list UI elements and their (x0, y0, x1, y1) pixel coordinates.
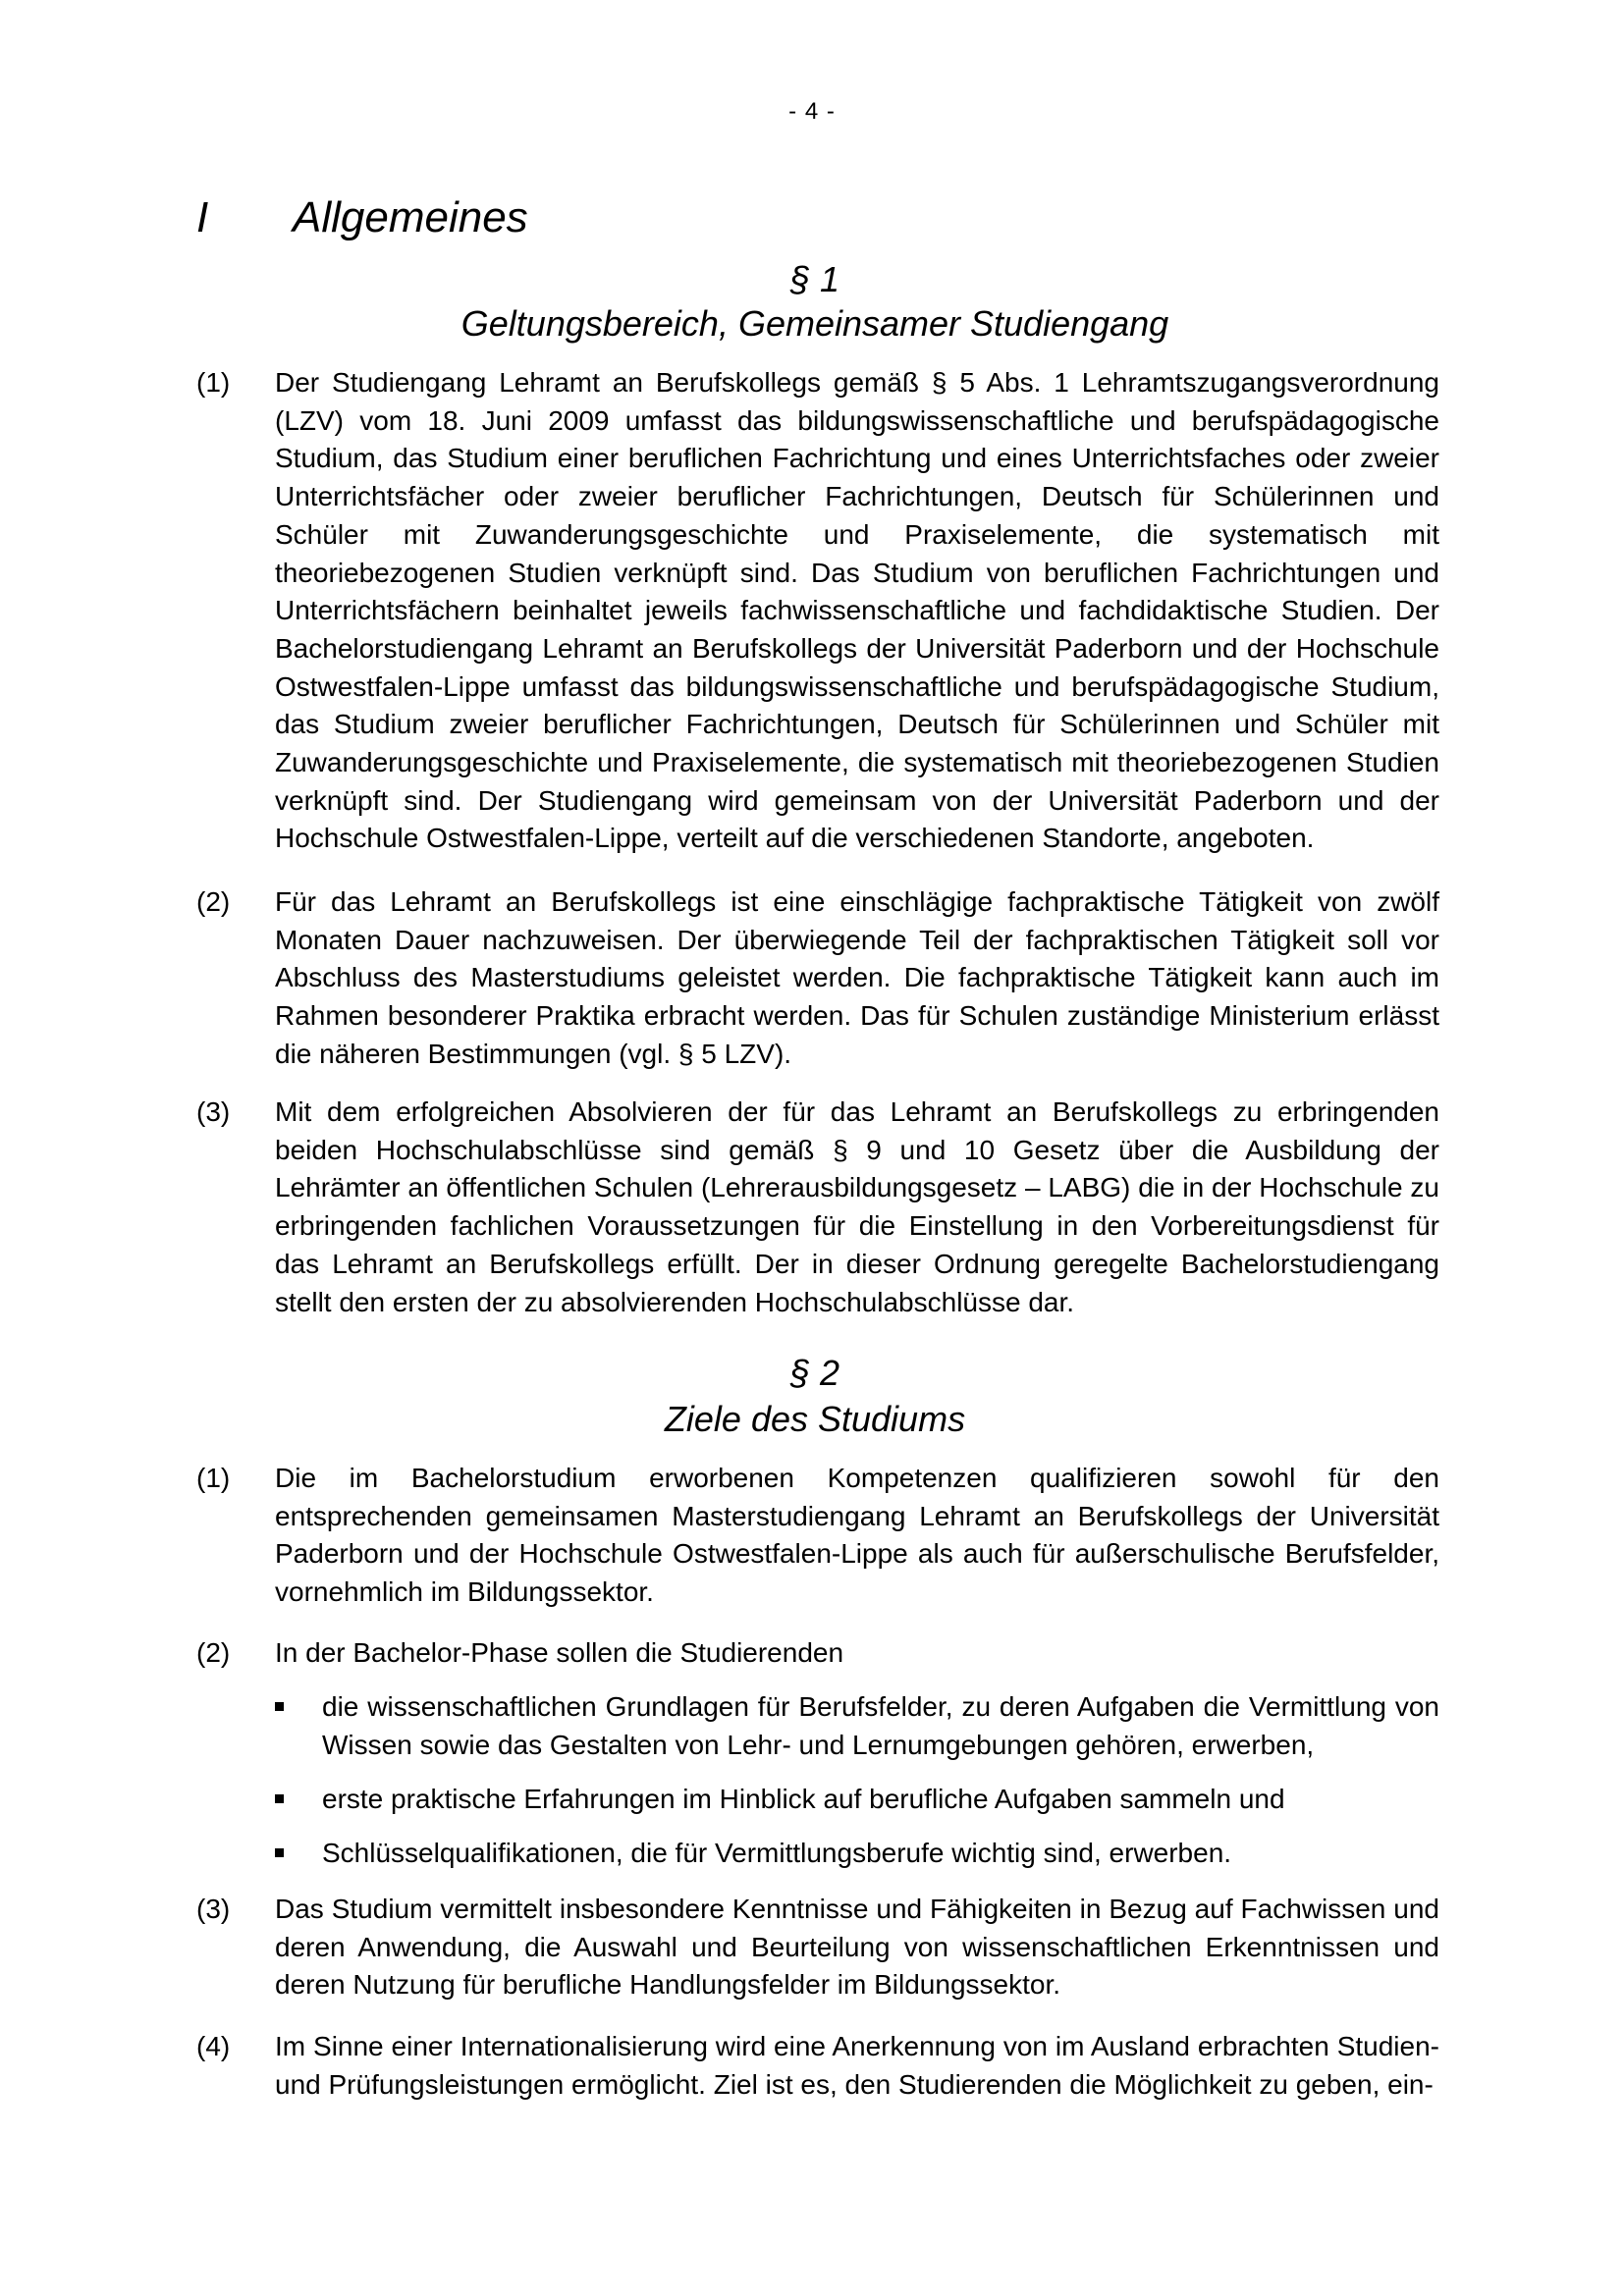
section-1-paragraph-2 (196, 883, 1439, 1074)
paragraph-number: (2) (196, 886, 231, 917)
paragraph-text: Mit dem erfolgreichen Absolvieren der für das Lehramt an Berufskollegs zu erbringenden beiden Hochschulabschlüsse sind gemäß § 9 und 10 Gesetz über die Ausbildung der Lehrämter an öffentlichen Schulen (Lehrerausbildungsgesetz – LABG) die in der Hochschule zu erbringenden fachlichen Voraussetzungen für die Einstellung in den Vorbereitungsdienst für das Lehramt an Berufskollegs erfüllt. Der in dieser Ordnung geregelte Bachelorstudiengang stellt den ersten der zu absolvierenden Hochschulabschlüsse dar. (275, 1096, 1439, 1317)
paragraph-text: Im Sinne einer Internationalisierung wird eine Anerkennung von im Ausland erbrachten Studien- und Prüfungsleistungen ermöglicht. Ziel ist es, den Studierenden die Möglichkeit zu geben, ein- (275, 2031, 1439, 2100)
paragraph-text: In der Bachelor-Phase sollen die Studierenden (275, 1637, 844, 1668)
page-number: - 4 - (788, 98, 836, 125)
section-1-paragraph-1 (196, 364, 1439, 858)
square-bullet-icon (275, 1702, 284, 1711)
paragraph-text: Die im Bachelorstudium erworbenen Kompetenzen qualifizieren sowohl für den entsprechenden gemeinsamen Masterstudiengang Lehramt an Berufskollegs der Universität Paderborn und der Hochschule Ostwestfalen-Lippe als auch für außerschulische Berufsfelder, vornehmlich im Bildungssektor. (275, 1463, 1439, 1608)
paragraph-number: (3) (196, 1096, 231, 1127)
bullet-text: erste praktische Erfahrungen im Hinblick auf berufliche Aufgaben sammeln und (322, 1784, 1285, 1814)
bullet-item (275, 1781, 1439, 1819)
section-2-paragraph-4 (196, 2028, 1439, 2104)
paragraph-text: Das Studium vermittelt insbesondere Kenntnisse und Fähigkeiten in Bezug auf Fachwissen und deren Anwendung, die Auswahl und Beurteilung von wissenschaftlichen Erkenntnissen und deren Nutzung für berufliche Handlungsfelder im Bildungssektor. (275, 1894, 1439, 2001)
section-1-title: Geltungsbereich, Gemeinsamer Studiengang (460, 303, 1169, 344)
paragraph-text: Der Studiengang Lehramt an Berufskollegs gemäß § 5 Abs. 1 Lehramtszugangsverordnung (LZV) vom 18. Juni 2009 umfasst das bildungswissenschaftliche und berufspädagogische Studium, das Studium einer beruflichen Fachrichtung und eines Unterrichtsfaches oder zweier Unterrichtsfächer oder zweier beruflicher Fachrichtungen, Deutsch für Schülerinnen und Schüler mit Zuwanderungsgeschichte und Praxiselemente, die systematisch mit theoriebezogenen Studien verknüpft sind. Das Studium von beruflichen Fachrichtungen und Unterrichtsfächern beinhaltet jeweils fachwissenschaftliche und fachdidaktische Studien. Der Bachelorstudiengang Lehramt an Berufskollegs der Universität Paderborn und der Hochschule Ostwestfalen-Lippe umfasst das bildungswissenschaftliche und berufspädagogische Studium, das Studium zweier beruflicher Fachrichtungen, Deutsch für Schülerinnen und Schüler mit Zuwanderungsgeschichte und Praxiselemente, die systematisch mit theoriebezogenen Studien verknüpft sind. Der Studiengang wird gemeinsam von der Universität Paderborn und der Hochschule Ostwestfalen-Lippe, verteilt auf die verschiedenen Standorte, angeboten. (275, 367, 1439, 854)
section-1-symbol: § 1 (789, 259, 840, 299)
bullet-text: die wissenschaftlichen Grundlagen für Berufsfelder, zu deren Aufgaben die Vermittlung von Wissen sowie das Gestalten von Lehr- und Lernumgebungen gehören, erwerben, (322, 1691, 1439, 1760)
section-2-paragraph-2 (196, 1634, 1439, 1673)
square-bullet-icon (275, 1848, 284, 1857)
bullet-text: Schlüsselqualifikationen, die für Vermittlungsberufe wichtig sind, erwerben. (322, 1838, 1232, 1868)
chapter-title: Allgemeines (293, 193, 528, 241)
paragraph-number: (4) (196, 2031, 231, 2061)
section-1-paragraph-3 (196, 1094, 1439, 1321)
paragraph-text: Für das Lehramt an Berufskollegs ist eine einschlägige fachpraktische Tätigkeit von zwölf Monaten Dauer nachzuweisen. Der überwiegende Teil der fachpraktischen Tätigkeit soll vor Abschluss des Masterstudiums geleistet werden. Die fachpraktische Tätigkeit kann auch im Rahmen besonderer Praktika erbracht werden. Das für Schulen zuständige Ministerium erlässt die näheren Bestimmungen (vgl. § 5 LZV). (275, 886, 1439, 1069)
paragraph-number: (1) (196, 367, 231, 398)
section-2-paragraph-1 (196, 1460, 1439, 1612)
bullet-item (275, 1688, 1439, 1764)
chapter-number: I (196, 193, 209, 241)
paragraph-number: (1) (196, 1463, 231, 1493)
section-2-paragraph-3 (196, 1891, 1439, 2004)
square-bullet-icon (275, 1794, 284, 1803)
chapter-heading (196, 193, 528, 242)
paragraph-number: (2) (196, 1637, 231, 1668)
bullet-item (275, 1835, 1439, 1873)
section-2-symbol: § 2 (789, 1353, 840, 1393)
section-2-title: Ziele des Studiums (664, 1399, 966, 1439)
paragraph-number: (3) (196, 1894, 231, 1924)
